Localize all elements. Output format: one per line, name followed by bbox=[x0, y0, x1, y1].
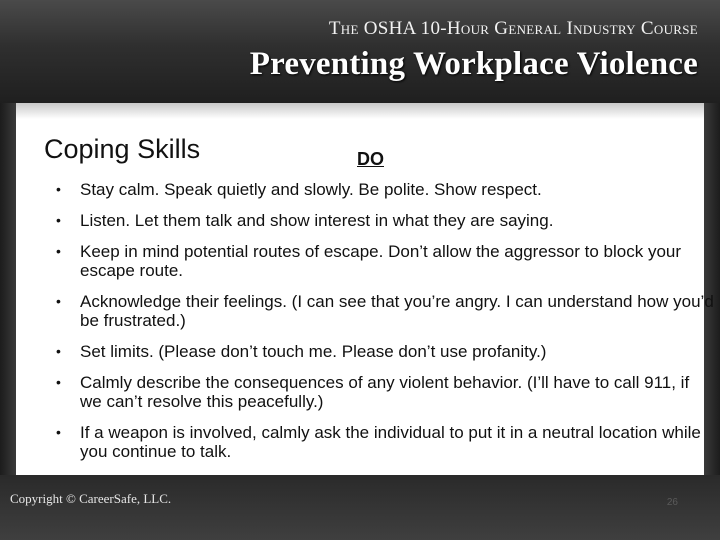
bullet-text: Acknowledge their feelings. (I can see that you’re angry. I can understand how you’d be frustrated.) bbox=[80, 292, 714, 330]
bullet-text: Set limits. (Please don’t touch me. Please don’t use profanity.) bbox=[80, 342, 547, 361]
do-heading: DO bbox=[357, 149, 384, 169]
bullet-item bbox=[54, 242, 714, 280]
bullet-icon: • bbox=[56, 424, 61, 440]
course-name: The OSHA 10-Hour General Industry Course bbox=[328, 18, 698, 39]
bullet-list bbox=[54, 180, 714, 473]
slide-footer bbox=[0, 475, 720, 540]
bullet-text: Stay calm. Speak quietly and slowly. Be polite. Show respect. bbox=[80, 180, 542, 199]
bullet-text: Listen. Let them talk and show interest in what they are saying. bbox=[80, 211, 554, 230]
bullet-icon: • bbox=[56, 374, 61, 390]
bullet-icon: • bbox=[56, 293, 61, 309]
content-top-border bbox=[0, 103, 720, 119]
slide-number: 26 bbox=[666, 497, 678, 508]
module-title: Preventing Workplace Violence bbox=[249, 46, 698, 82]
bullet-icon: • bbox=[56, 343, 61, 359]
bullet-icon: • bbox=[56, 243, 61, 259]
bullet-item bbox=[54, 180, 714, 199]
bullet-item bbox=[54, 423, 714, 461]
bullet-item bbox=[54, 373, 714, 411]
bullet-icon: • bbox=[56, 181, 61, 197]
slide-title: Coping Skills bbox=[44, 134, 201, 164]
bullet-item bbox=[54, 211, 714, 230]
copyright-text: Copyright © CareerSafe, LLC. bbox=[10, 491, 172, 506]
left-frame bbox=[0, 103, 16, 475]
bullet-icon: • bbox=[56, 212, 61, 228]
bullet-item bbox=[54, 342, 714, 361]
bullet-text: Calmly describe the consequences of any violent behavior. (I’ll have to call 911, if we can’t resolve this peacefully.) bbox=[80, 373, 690, 411]
slide-header bbox=[0, 0, 720, 103]
bullet-text: Keep in mind potential routes of escape. Don’t allow the aggressor to block your escape route. bbox=[80, 242, 682, 280]
bullet-item bbox=[54, 292, 714, 330]
bullet-text: If a weapon is involved, calmly ask the individual to put it in a neutral location while you continue to talk. bbox=[80, 423, 701, 461]
